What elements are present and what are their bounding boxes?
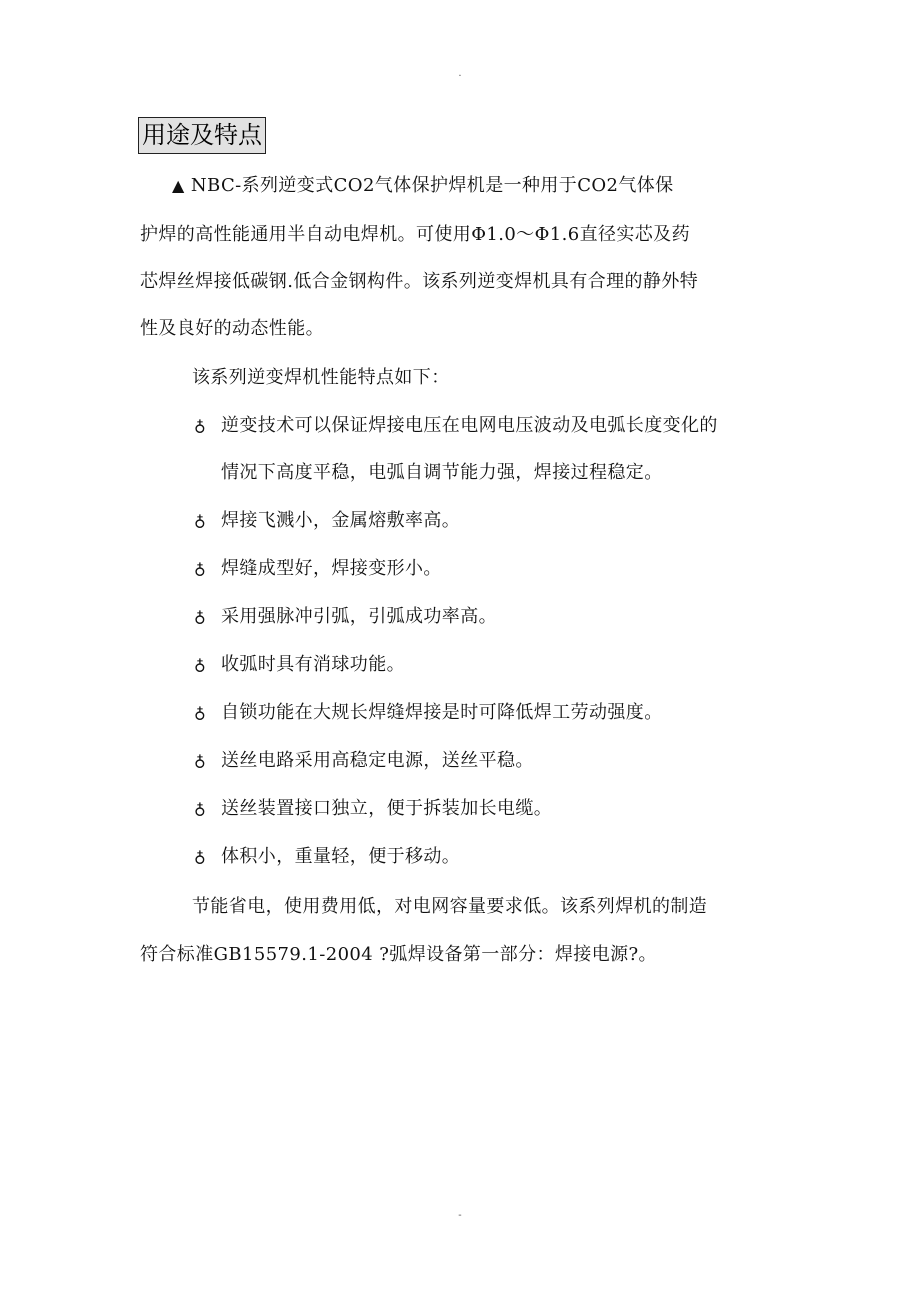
feature-item-6: 自锁功能在大规长焊缝焊接是时可降低焊工劳动强度。 [221,702,663,723]
bullet-icon: ♁ [194,559,206,578]
feature-item-4: 采用强脉冲引弧，引弧成功率高。 [221,606,497,627]
closing-line-1: 节能省电，使用费用低，对电网容量要求低。该系列焊机的制造 [192,896,708,917]
intro-line-3: 芯焊丝焊接低碳钢.低合金钢构件。该系列逆变焊机具有合理的静外特 [140,271,699,292]
features-heading: 该系列逆变焊机性能特点如下： [192,367,450,388]
feature-item-1-continued: 情况下高度平稳，电弧自调节能力强，焊接过程稳定。 [221,462,663,483]
feature-item-8: 送丝装置接口独立，便于拆装加长电缆。 [221,798,553,819]
bullet-icon: ♁ [194,416,206,435]
triangle-marker-icon: ▲ [172,176,185,195]
intro-line-4: 性及良好的动态性能。 [140,318,324,339]
bullet-icon: ♁ [194,511,206,530]
bullet-icon: ♁ [194,751,206,770]
closing-line-2: 符合标准GB15579.1-2004 ?弧焊设备第一部分：焊接电源?。 [140,944,657,965]
intro-line-1-text: NBC-系列逆变式CO2气体保护焊机是一种用于CO2气体保 [190,175,674,196]
section-title: 用途及特点 [138,117,266,154]
feature-item-5: 收弧时具有消球功能。 [221,654,405,675]
bullet-icon: ♁ [194,655,206,674]
intro-line-1 [172,174,674,198]
bullet-icon: ♁ [194,799,206,818]
bullet-icon: ♁ [194,847,206,866]
feature-item-9: 体积小，重量轻，便于移动。 [221,846,461,867]
page-header-mark: . [458,68,462,79]
page-footer-mark: - [458,1210,462,1221]
bullet-icon: ♁ [194,607,206,626]
feature-item-7: 送丝电路采用高稳定电源，送丝平稳。 [221,750,534,771]
feature-item-1: 逆变技术可以保证焊接电压在电网电压波动及电弧长度变化的 [221,415,718,436]
feature-item-3: 焊缝成型好，焊接变形小。 [221,558,442,579]
bullet-icon: ♁ [194,703,206,722]
intro-line-2: 护焊的高性能通用半自动电焊机。可使用Φ1.0～Φ1.6直径实芯及药 [140,224,690,245]
feature-item-2: 焊接飞溅小，金属熔敷率高。 [221,510,461,531]
